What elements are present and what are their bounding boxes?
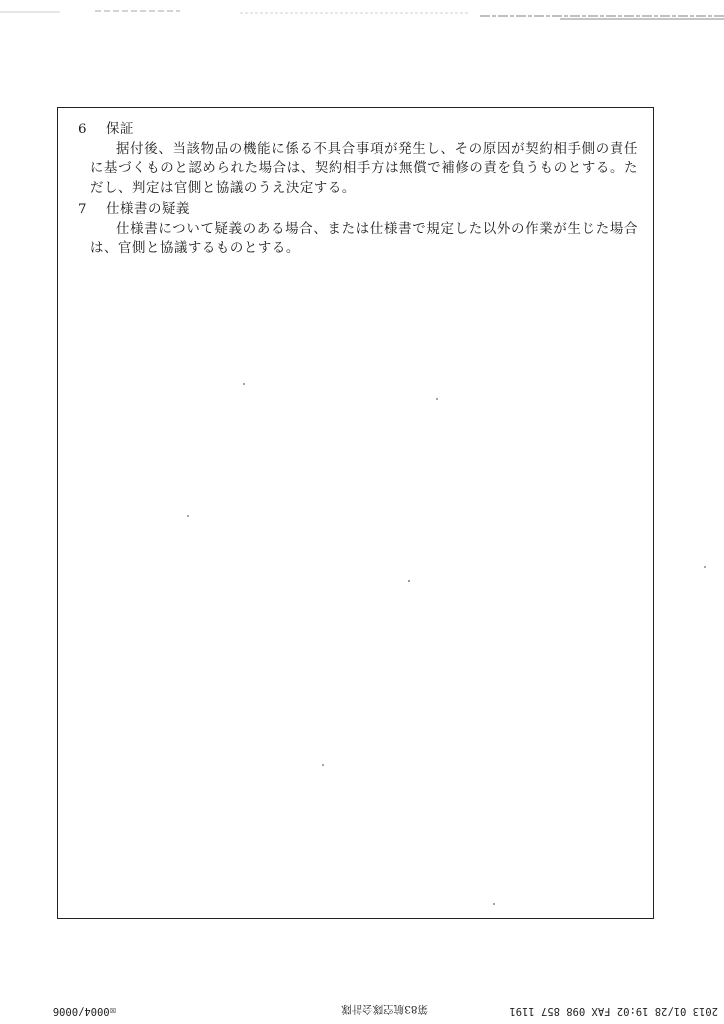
scan-speck [493,903,495,905]
scan-speck [408,580,410,582]
section-body: 仕様書について疑義のある場合、または仕様書で規定した以外の作業が生じた場合は、官側と協議するものとする。 [90,221,638,256]
fax-page-number: ☒0004/0006 [52,1005,116,1017]
scan-speck [322,764,324,766]
section-title: 仕様書の疑義 [106,202,190,217]
section-spec-questions [78,200,638,259]
fax-header-noise [0,0,724,22]
scan-speck [243,383,245,385]
scan-speck [436,398,438,400]
section-heading [78,200,638,220]
scan-speck [187,515,189,517]
section-heading [78,120,638,140]
scan-speck [704,566,706,568]
fax-timestamp: 2013 01/28 19:02 FAX 098 857 1191 [509,1005,718,1017]
section-number: 6 [78,122,88,137]
section-warranty [78,120,638,198]
fax-footer [0,1000,724,1020]
fax-sender: 第83航空隊会計隊 [341,1003,428,1015]
section-title: 保証 [106,122,134,137]
section-body: 据付後、当該物品の機能に係る不具合事項が発生し、その原因が契約相手側の責任に基づくものと認められた場合は、契約相手方は無償で補修の責を負うものとする。ただし、判定は官側と協議のうえ決定する。 [90,141,638,196]
section-number: 7 [78,202,88,217]
